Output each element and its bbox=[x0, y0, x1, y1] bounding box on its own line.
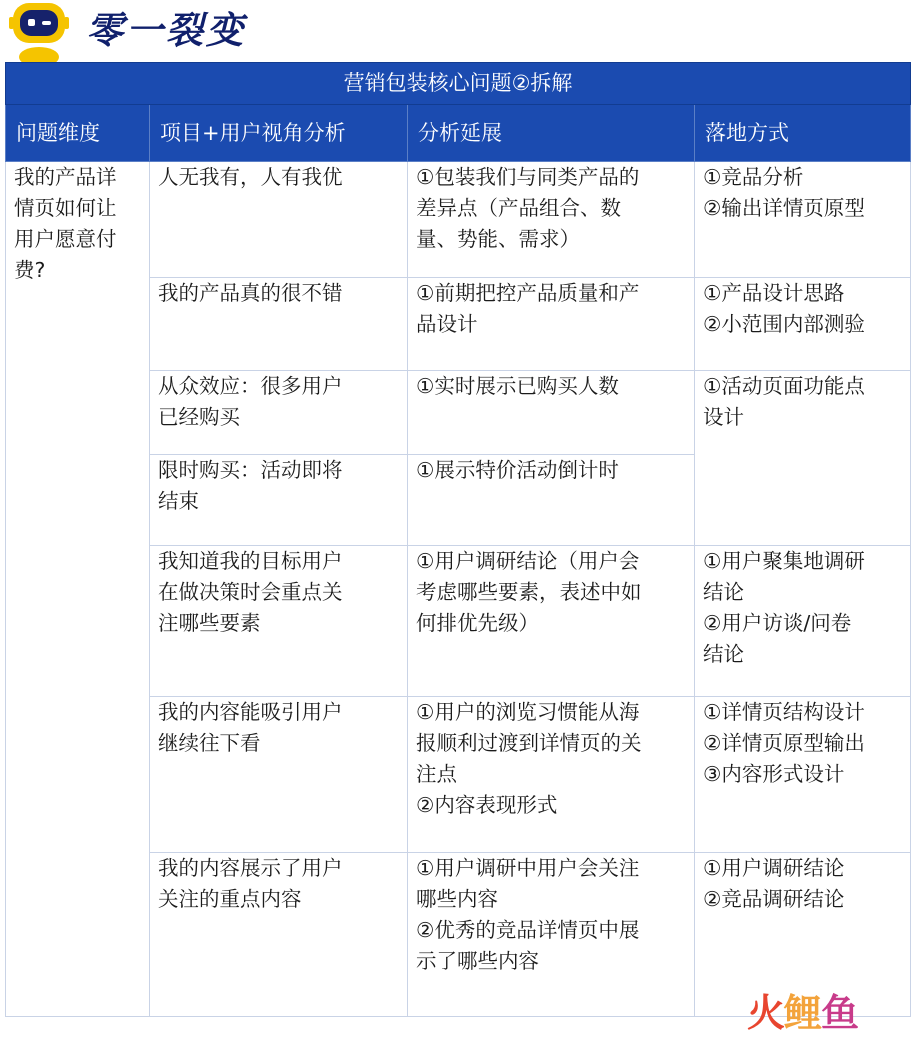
extension-cell: ①包装我们与同类产品的 差异点（产品组合、数 量、势能、需求） bbox=[408, 162, 695, 278]
brand-header bbox=[0, 0, 914, 62]
column-header: 问题维度 bbox=[6, 105, 150, 162]
method-cell: ①竞品分析 ②输出详情页原型 bbox=[695, 162, 911, 278]
method-cell: ①产品设计思路 ②小范围内部测验 bbox=[695, 278, 911, 371]
analysis-cell: 我知道我的目标用户 在做决策时会重点关 注哪些要素 bbox=[150, 546, 408, 697]
extension-cell: ①用户的浏览习惯能从海 报顺利过渡到详情页的关 注点 ②内容表现形式 bbox=[408, 697, 695, 853]
robot-mascot-icon bbox=[8, 0, 70, 68]
analysis-cell: 限时购买：活动即将 结束 bbox=[150, 455, 408, 546]
watermark-logo bbox=[747, 990, 897, 1036]
analysis-cell: 从众效应：很多用户 已经购买 bbox=[150, 371, 408, 455]
analysis-cell: 我的内容展示了用户 关注的重点内容 bbox=[150, 853, 408, 1017]
extension-cell: ①用户调研结论（用户会 考虑哪些要素，表述中如 何排优先级） bbox=[408, 546, 695, 697]
dimension-cell: 我的产品详 情页如何让 用户愿意付 费? bbox=[6, 162, 150, 1017]
extension-cell: ①实时展示已购买人数 bbox=[408, 371, 695, 455]
watermark-part: 鲤 bbox=[784, 991, 822, 1035]
method-cell: ①活动页面功能点 设计 bbox=[695, 371, 911, 546]
column-header: 落地方式 bbox=[695, 105, 911, 162]
method-cell: ①用户聚集地调研 结论 ②用户访谈/问卷 结论 bbox=[695, 546, 911, 697]
extension-cell: ①前期把控产品质量和产 品设计 bbox=[408, 278, 695, 371]
watermark-part: 鱼 bbox=[821, 991, 859, 1035]
analysis-cell: 我的内容能吸引用户 继续往下看 bbox=[150, 697, 408, 853]
watermark-part: 火 bbox=[747, 991, 785, 1035]
extension-cell: ①用户调研中用户会关注 哪些内容 ②优秀的竞品详情页中展 示了哪些内容 bbox=[408, 853, 695, 1017]
column-header: 分析延展 bbox=[408, 105, 695, 162]
table-row bbox=[6, 162, 911, 278]
table-title: 营销包装核心问题②拆解 bbox=[6, 63, 911, 105]
method-cell: ①用户调研结论 ②竞品调研结论 bbox=[695, 853, 911, 1017]
table-title-row bbox=[6, 63, 911, 105]
method-cell: ①详情页结构设计 ②详情页原型输出 ③内容形式设计 bbox=[695, 697, 911, 853]
analysis-table bbox=[5, 62, 911, 1017]
table-header-row bbox=[6, 105, 911, 162]
column-header: 项目+用户视角分析 bbox=[150, 105, 408, 162]
analysis-cell: 人无我有，人有我优 bbox=[150, 162, 408, 278]
extension-cell: ①展示特价活动倒计时 bbox=[408, 455, 695, 546]
analysis-cell: 我的产品真的很不错 bbox=[150, 278, 408, 371]
brand-name: 零一裂变 bbox=[86, 9, 246, 52]
